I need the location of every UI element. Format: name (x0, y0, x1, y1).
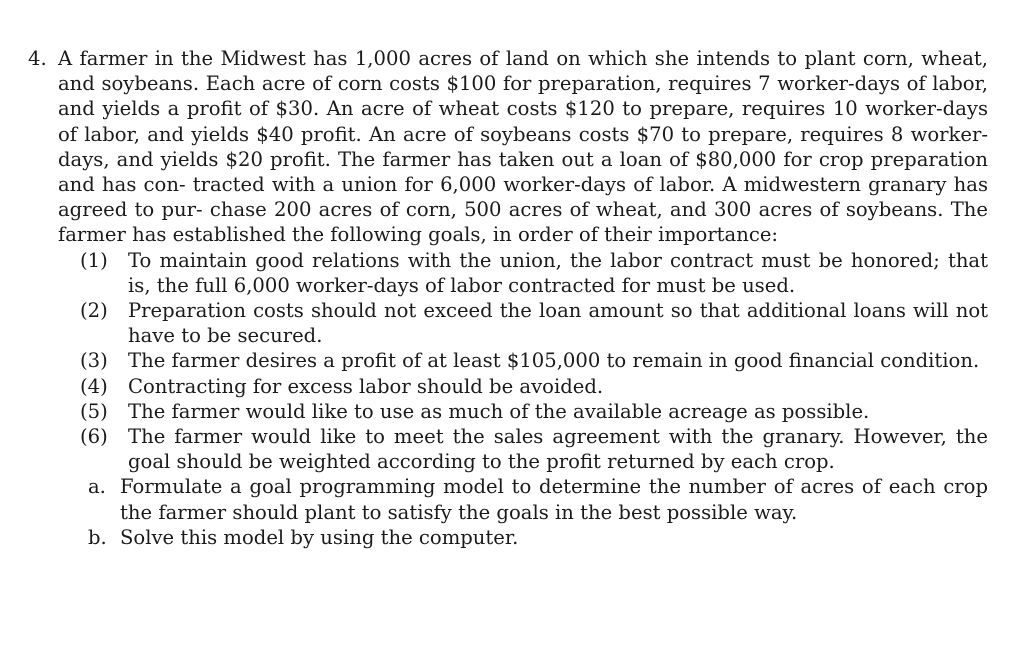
part-list (58, 474, 988, 550)
goal-marker: (5) (80, 399, 108, 423)
part-item (58, 525, 988, 550)
goal-item (58, 374, 988, 399)
part-text: Formulate a goal programming model to determine the number of acres of each crop the farmer should plant to satisfy the goals in the best possible way. (120, 475, 988, 524)
goal-marker: (3) (80, 349, 108, 373)
part-item (58, 474, 988, 524)
problem-statement: A farmer in the Midwest has 1,000 acres of land on which she intends to plant corn, wheat, and soybeans. Each acre of corn costs $100 for preparation, requires 7 worker-days of labor, and yields a profit of $30. An acre of wheat costs $120 to prepare, requires 10 worker-days of labor, and yields $40 profit. An acre of soybeans costs $70 to prepare, requires 8 worker-days, and yields $20 profit. The farmer has taken out a loan of $80,000 for crop preparation and has con- tracted with a union for 6,000 worker-days of labor. A midwestern granary has agreed to pur- chase 200 acres of corn, 500 acres of wheat, and 300 acres of soybeans. The farmer has established the following goals, in order of their importance: (58, 47, 988, 247)
goal-text: The farmer would like to use as much of the available acreage as possible. (128, 399, 870, 423)
problem-body (58, 46, 988, 550)
goal-item (58, 248, 988, 298)
goal-item (58, 424, 988, 474)
problem-4 (28, 46, 988, 550)
goal-text: The farmer desires a profit of at least $105,000 to remain in good financial condition. (128, 349, 980, 373)
goal-text: To maintain good relations with the union, the labor contract must be honored; that is, the full 6,000 worker-days of labor contracted for must be used. (128, 248, 988, 297)
goal-marker: (1) (80, 248, 108, 272)
problem-number: 4. (28, 47, 47, 70)
part-marker: a. (88, 475, 106, 499)
goal-marker: (6) (80, 425, 108, 449)
part-text: Solve this model by using the computer. (120, 525, 519, 549)
goal-text: Preparation costs should not exceed the loan amount so that additional loans will not have to be secured. (128, 299, 988, 348)
goal-marker: (4) (80, 374, 108, 398)
goal-text: Contracting for excess labor should be avoided. (128, 374, 604, 398)
goal-marker: (2) (80, 299, 108, 323)
goal-item (58, 399, 988, 424)
goal-item (58, 298, 988, 348)
part-marker: b. (88, 525, 107, 549)
goal-item (58, 348, 988, 373)
goal-text: The farmer would like to meet the sales agreement with the granary. However, the goal should be weighted according to the profit returned by each crop. (128, 425, 988, 474)
goal-list (58, 248, 988, 475)
